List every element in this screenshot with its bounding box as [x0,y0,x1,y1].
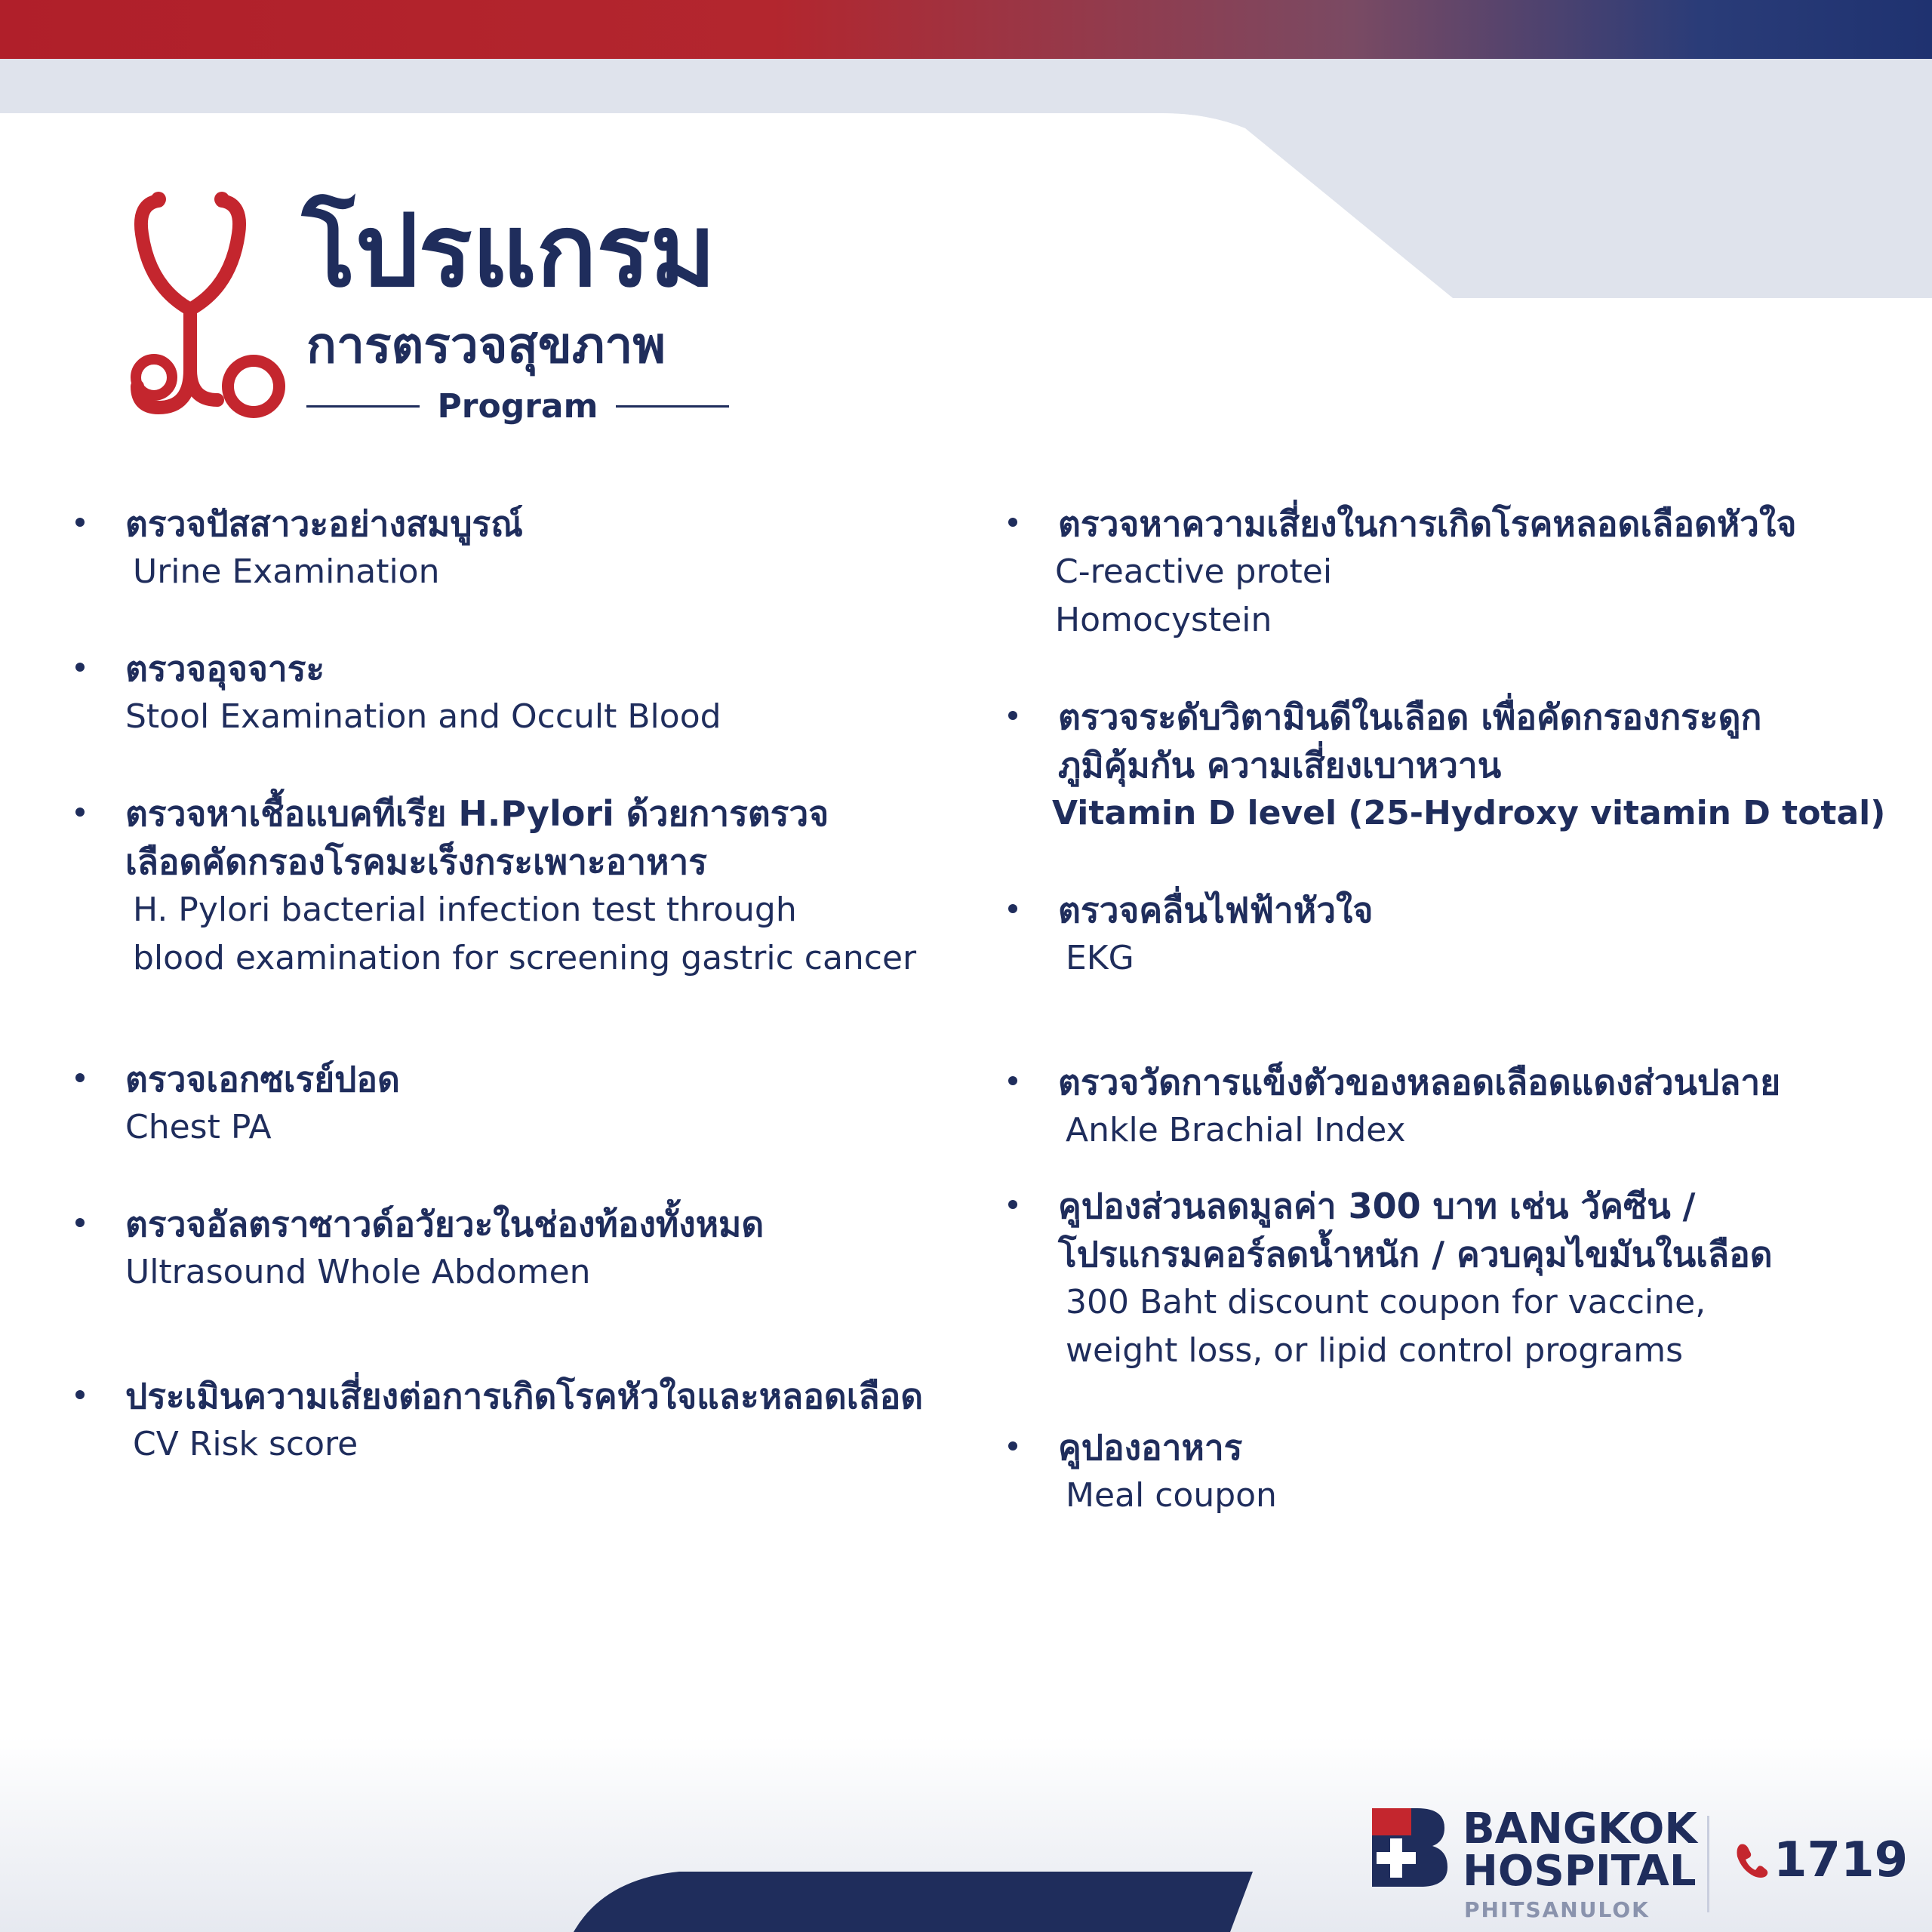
program-header [128,181,762,438]
list-item [75,500,996,596]
bullet [75,663,85,672]
item-thai: ตรวจหาความเสี่ยงในการเกิดโรคหลอดเลือดหัวใจ [1058,503,1797,544]
brand-line2: HOSPITAL [1463,1847,1697,1896]
item-english: C-reactive protei Homocystein [1055,552,1333,639]
list-item [75,789,996,983]
item-english: H. Pylori bacterial infection test through blood examination for screening gastric cancer [133,891,917,977]
bullet [1008,1076,1017,1085]
hotline [1734,1834,1908,1887]
list-item [75,645,996,741]
item-thai: ตรวจหาเชื้อแบคทีเรีย H.Pylori ด้วยการตรวจ เลือดคัดกรองโรคมะเร็งกระเพาะอาหาร [125,793,829,882]
item-english: Ultrasound Whole Abdomen [125,1253,591,1291]
hotline-number: 1719 [1774,1832,1909,1888]
item-thai: ตรวจเอกซเรย์ปอด [125,1059,400,1100]
item-thai: ตรวจอัลตราซาวด์อวัยวะในช่องท้องทั้งหมด [125,1204,764,1244]
item-english: Meal coupon [1066,1476,1277,1515]
item-english: Ankle Brachial Index [1066,1111,1406,1149]
item-thai: ตรวจระดับวิตามินดีในเลือด เพื่อคัดกรองกระดูก ภูมิคุ้มกัน ความเสี่ยงเบาหวาน [1058,697,1762,786]
title-program: Program [437,386,598,426]
bullet [75,1218,85,1227]
hospital-logo-icon [1372,1808,1447,1887]
item-english: Chest PA [125,1108,272,1146]
list-item [75,1200,996,1297]
list-item [1008,1423,1914,1520]
title-sub: การตรวจสุขภาพ [306,316,666,374]
list-item [1008,1058,1914,1155]
bullet [75,518,85,527]
stethoscope-icon [128,181,302,423]
item-thai: ตรวจวัดการแข็งตัวของหลอดเลือดแดงส่วนปลาย [1058,1062,1781,1103]
item-english: Urine Examination [133,552,440,591]
bullet [1008,904,1017,913]
list-item [1008,1182,1914,1375]
hospital-logo [1372,1804,1909,1922]
item-thai: คูปองส่วนลดมูลค่า 300 บาท เช่น วัคซีน / โปรแกรมคอร์ลดน้ำหนัก / ควบคุมไขมันในเลือด [1058,1186,1773,1275]
bullet [75,1073,85,1082]
item-english: Vitamin D level (25-Hydroxy vitamin D total) [1052,794,1886,832]
item-thai: ประเมินความเสี่ยงต่อการเกิดโรคหัวใจและหลอดเลือด [125,1376,924,1417]
bullet [1008,1200,1017,1209]
bullet [1008,711,1017,720]
divider [616,405,729,408]
title-main: โปรแกรม [302,193,716,309]
divider [306,405,420,408]
bullet [1008,518,1017,527]
title-program-line [306,383,729,429]
list-item [75,1055,996,1152]
phone-icon [1734,1841,1769,1879]
bullet [75,1390,85,1399]
item-thai: ตรวจอุจจาระ [125,648,325,689]
item-english: Stool Examination and Occult Blood [125,697,721,736]
item-english: EKG [1066,939,1134,977]
list-item [75,1372,996,1469]
bullet [75,808,85,817]
brand-location: PHITSANULOK [1464,1897,1650,1922]
list-item [1008,693,1914,838]
list-item [1008,886,1914,983]
brand-line1: BANGKOK [1463,1804,1697,1854]
item-thai: ตรวจคลื่นไฟฟ้าหัวใจ [1058,890,1374,931]
item-english: 300 Baht discount coupon for vaccine, weight loss, or lipid control programs [1066,1283,1706,1370]
item-thai: ตรวจปัสสาวะอย่างสมบูรณ์ [125,503,523,544]
bullet [1008,1441,1017,1451]
divider [1707,1816,1709,1912]
item-thai: คูปองอาหาร [1058,1427,1243,1468]
list-item [1008,500,1914,645]
item-english: CV Risk score [133,1425,358,1463]
